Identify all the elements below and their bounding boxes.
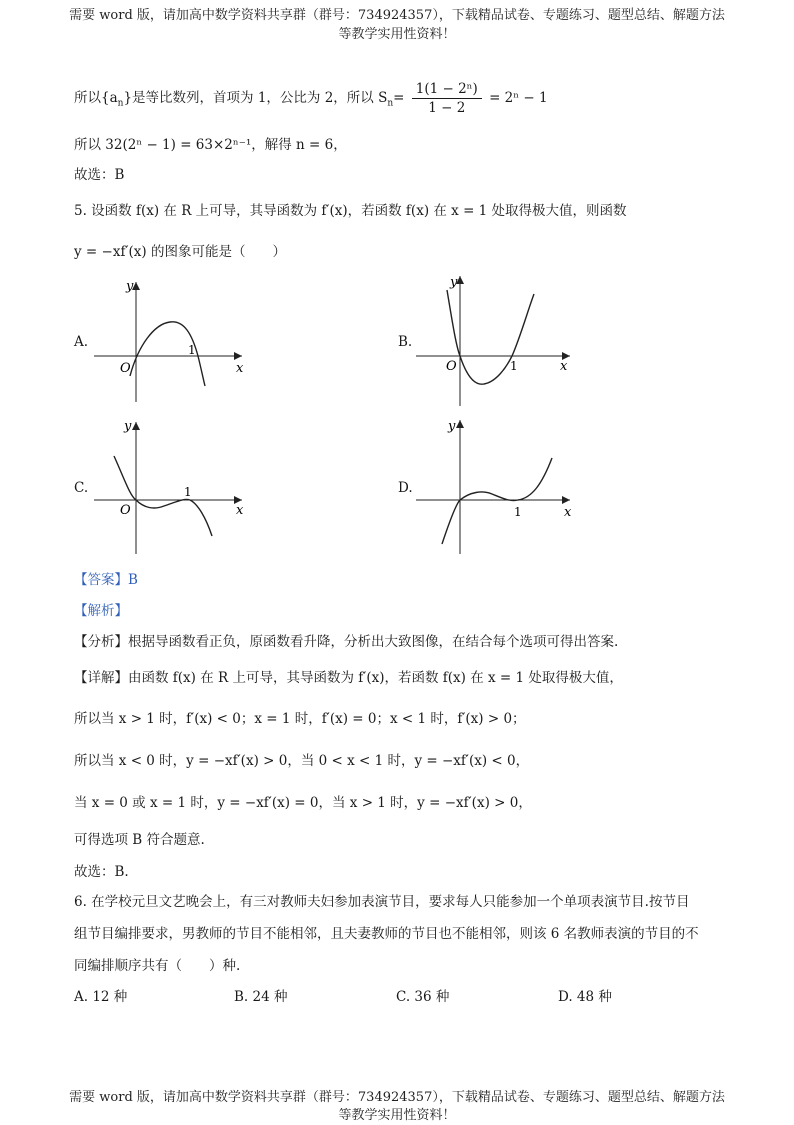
q5-detail-line4: 当 x = 0 或 x = 1 时，y = −xf′(x) = 0，当 x > 1 时，y = −xf′(x) > 0， <box>74 795 532 811</box>
prev-solution-line1 <box>74 80 548 117</box>
page-header-line2: 等教学实用性资料！ <box>338 27 456 42</box>
option-b-label: B. <box>398 334 413 350</box>
page-footer-line2: 等教学实用性资料！ <box>338 1108 456 1123</box>
q5-answer: 【答案】B <box>74 572 138 588</box>
option-b-graph <box>414 270 584 410</box>
x-axis-label: x <box>564 505 572 520</box>
q5-analysis-title: 【解析】 <box>74 603 128 619</box>
option-a-graph <box>92 276 262 406</box>
q6-choice-c: C. 36 种 <box>396 989 450 1005</box>
q6-choice-d: D. 48 种 <box>558 989 612 1005</box>
q5-detail-line2: 所以当 x > 1 时，f′(x) < 0；x = 1 时，f′(x) = 0；x < 1 时，f′(x) > 0； <box>74 711 526 727</box>
q5-analysis: 【分析】根据导函数看正负，原函数看升降，分析出大致图像，在结合每个选项可得出答案. <box>74 634 619 650</box>
y-axis-label: y <box>448 419 456 434</box>
option-d-graph <box>414 416 584 558</box>
x-axis-label: x <box>236 361 244 376</box>
curve-d <box>442 458 552 544</box>
tick-one-label: 1 <box>184 485 192 499</box>
option-d-label: D. <box>398 480 413 496</box>
y-axis-label: y <box>124 419 132 434</box>
x-arrow-icon <box>234 352 242 360</box>
prev-text-a: 所以{a <box>74 90 118 106</box>
q5-detail-line1: 【详解】由函数 f(x) 在 R 上可导，其导函数为 f′(x)，若函数 f(x) 在 x = 1 处取得极大值， <box>74 670 623 686</box>
page-header-line1: 需要 word 版，请加高中数学资料共享群（群号：734924357），下载精品试卷、专题练习、题型总结、解题方法 <box>69 8 725 23</box>
option-c-graph <box>92 418 262 558</box>
q6-stem-line1: 6. 在学校元旦文艺晚会上，有三对教师夫妇参加表演节目，要求每人只能参加一个单项表演节目.按节目 <box>74 894 690 910</box>
sum-fraction <box>412 80 482 117</box>
q5-detail-line3: 所以当 x < 0 时，y = −xf′(x) > 0，当 0 < x < 1 时，y = −xf′(x) < 0， <box>74 753 530 769</box>
q5-stem-line1: 5. 设函数 f(x) 在 R 上可导，其导函数为 f′(x)，若函数 f(x) 在 x = 1 处取得极大值，则函数 <box>74 203 627 219</box>
curve-c <box>114 456 212 536</box>
prev-text-d: = 2ⁿ − 1 <box>489 90 548 106</box>
q6-choice-a: A. 12 种 <box>74 989 128 1005</box>
prev-sub-n2: n <box>387 98 394 109</box>
origin-label: O <box>120 361 131 376</box>
option-a-label: A. <box>74 334 89 350</box>
option-c-label: C. <box>74 480 89 496</box>
page-footer-line1: 需要 word 版，请加高中数学资料共享群（群号：734924357），下载精品试卷、专题练习、题型总结、解题方法 <box>69 1090 725 1105</box>
tick-one-label: 1 <box>514 505 522 519</box>
prev-eq: = <box>393 90 405 106</box>
origin-label: O <box>120 503 131 518</box>
fraction-numerator: 1(1 − 2ⁿ) <box>412 80 482 99</box>
x-arrow-icon <box>562 496 570 504</box>
q6-stem-line3: 同编排顺序共有（ ）种. <box>74 958 241 974</box>
x-axis-label: x <box>560 359 568 374</box>
x-axis-label: x <box>236 503 244 518</box>
prev-solution-line3: 故选：B <box>74 167 125 183</box>
q5-stem-line2: y = −xf′(x) 的图象可能是（ ） <box>74 244 286 260</box>
y-arrow-icon <box>456 420 464 428</box>
q5-detail-line6: 故选：B. <box>74 864 129 880</box>
prev-sub-n: n <box>117 98 124 109</box>
tick-one-label: 1 <box>188 343 196 357</box>
origin-label: O <box>446 359 457 374</box>
y-axis-label: y <box>126 279 134 294</box>
prev-solution-line2: 所以 32(2ⁿ − 1) = 63×2ⁿ⁻¹，解得 n = 6， <box>74 137 347 153</box>
tick-one-label: 1 <box>510 359 518 373</box>
fraction-denominator: 1 − 2 <box>428 100 466 116</box>
q6-stem-line2: 组节目编排要求，男教师的节目不能相邻，且夫妻教师的节目也不能相邻，则该 6 名教师表演的节目的不 <box>74 926 699 942</box>
prev-text-b: }是等比数列，首项为 1，公比为 2，所以 S <box>123 90 388 106</box>
q6-choice-b: B. 24 种 <box>234 989 288 1005</box>
y-arrow-icon <box>132 422 140 430</box>
q5-detail-line5: 可得选项 B 符合题意. <box>74 832 205 848</box>
y-axis-label: y <box>450 275 458 290</box>
